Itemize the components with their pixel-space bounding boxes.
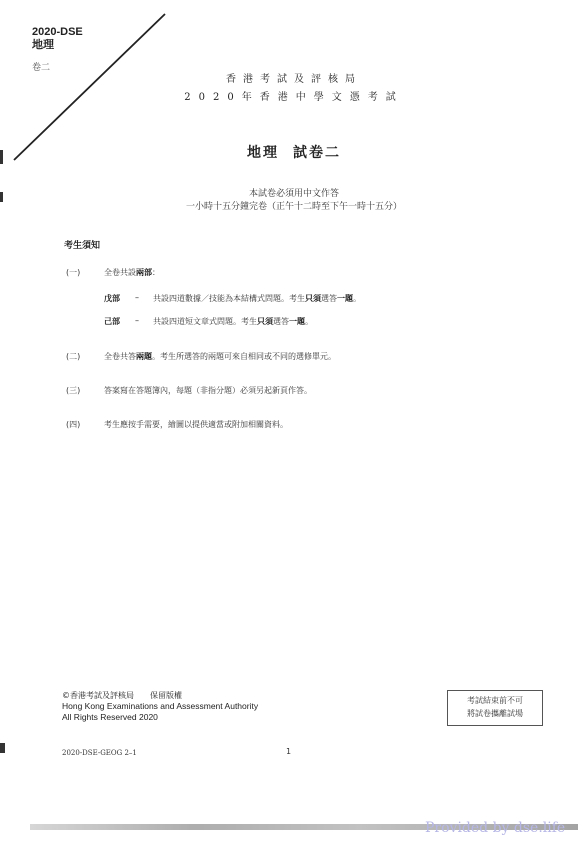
instruction-item: 答案寫在答題簿內，每題（非指分題）必須另起新頁作答。 <box>104 386 312 395</box>
corner-paper: 卷二 <box>32 63 51 73</box>
copyright-line: ©香港考試及評核局 保留版權 <box>62 691 182 700</box>
copyright-line: Hong Kong Examinations and Assessment Authority <box>62 701 259 711</box>
instruction-number: (一) <box>66 268 81 277</box>
instruction-item: 全卷共設兩部： <box>104 268 160 277</box>
instruction-number: (三) <box>66 386 81 395</box>
exam-name: 2020年香港中學文憑考試 <box>184 92 404 103</box>
corner-subject: 地理 <box>32 39 54 51</box>
instruction-item: 考生應按手需要，繪圖以提供適當或附加相關資料。 <box>104 420 288 429</box>
organization-name: 香港考試及評核局 <box>226 74 362 85</box>
section-label: 戊部 <box>104 294 120 303</box>
watermark: Provided by dse.life <box>425 820 566 836</box>
page-number: 1 <box>286 747 292 756</box>
instruction-number: (二) <box>66 352 81 361</box>
corner-label <box>32 26 83 52</box>
instructions-heading: 考生須知 <box>64 241 101 251</box>
section-dash: – <box>135 293 139 302</box>
instruction-item: 全卷共答兩題。考生所選答的兩題可來自相同或不同的選修單元。 <box>104 352 336 361</box>
language-note: 本試卷必須用中文作答 <box>248 189 339 199</box>
section-dash: – <box>135 316 139 325</box>
section-description: 共設四道短文章式問題。考生只須選答一題。 <box>153 317 313 326</box>
title-paper: 試卷二 <box>293 145 341 161</box>
corner-code: 2020-DSE <box>32 26 83 38</box>
scan-edge-mark <box>0 743 5 753</box>
title-subject: 地理 <box>247 145 279 161</box>
instruction-number: (四) <box>66 420 81 429</box>
section-label: 己部 <box>104 317 120 326</box>
notice-line: 考試結束前不可 <box>467 696 523 705</box>
copyright-block <box>62 690 258 723</box>
duration-note: 一小時十五分鐘完卷（正午十二時至下午一時十五分） <box>185 202 402 212</box>
notice-line: 將試卷攜離試場 <box>467 709 523 718</box>
exam-room-notice-box <box>447 690 543 726</box>
paper-code: 2020-DSE-GEOG 2–1 <box>62 749 137 757</box>
section-description: 共設四道數據／技能為本結構式問題。考生只須選答一題。 <box>153 294 361 303</box>
copyright-line: All Rights Reserved 2020 <box>62 712 158 722</box>
paper-title <box>0 142 588 162</box>
